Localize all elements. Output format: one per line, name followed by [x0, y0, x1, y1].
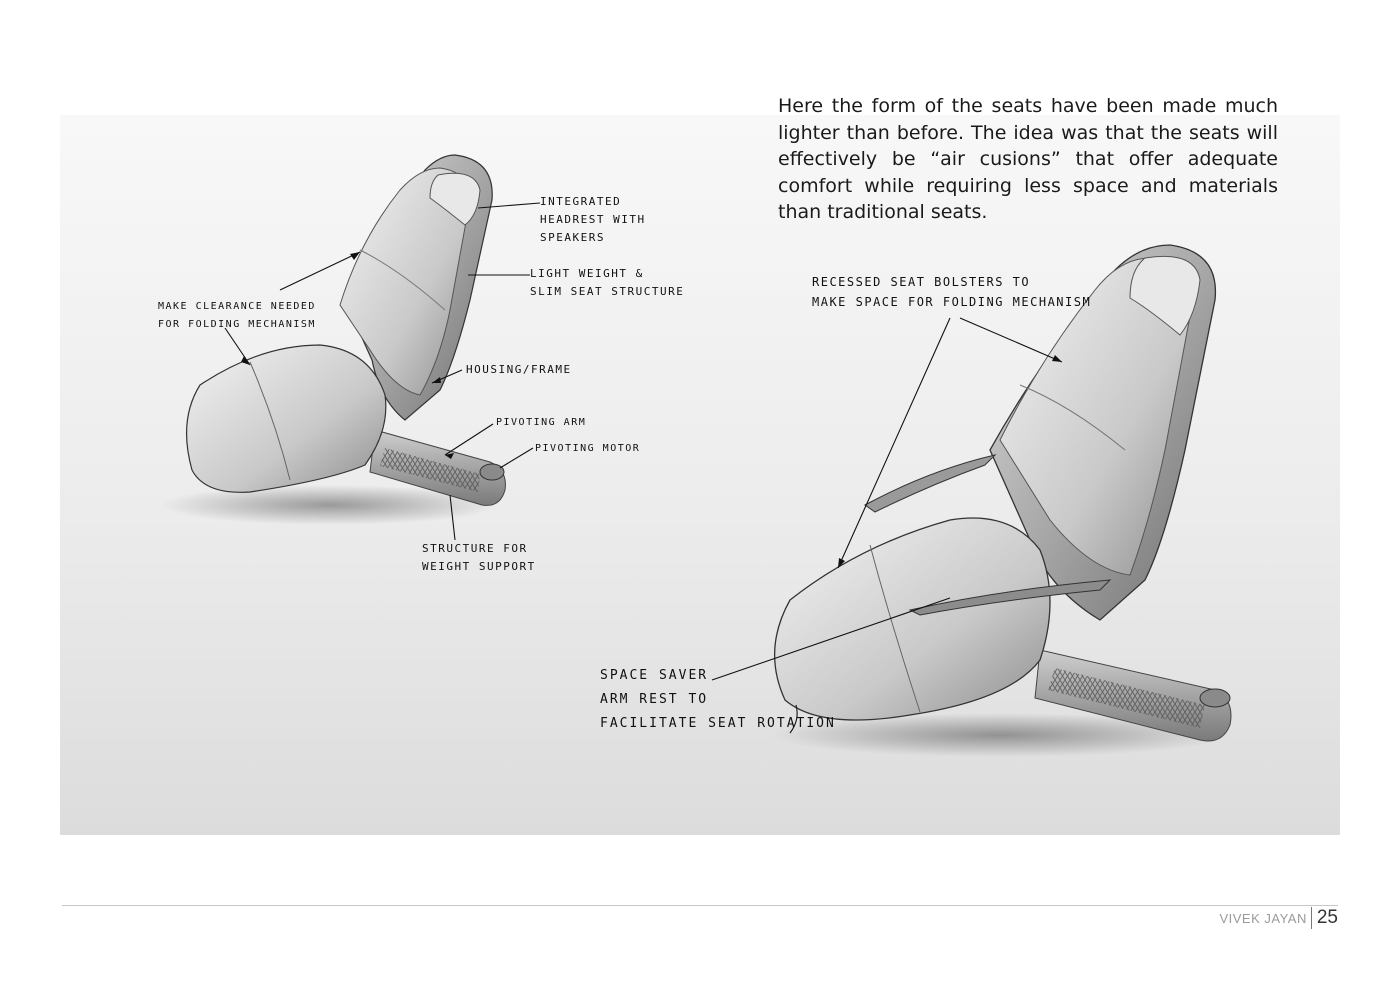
note-recessed-bolsters: RECESSED SEAT BOLSTERS TO MAKE SPACE FOR FOLDING MECHANISM — [812, 275, 1092, 309]
left-pivot-motor — [480, 464, 504, 480]
page-number: 25 — [1316, 907, 1338, 928]
note-pivoting-arm: PIVOTING ARM — [496, 417, 587, 428]
note-light-weight-structure: LIGHT WEIGHT & SLIM SEAT STRUCTURE — [530, 267, 685, 298]
note-housing-frame: HOUSING/FRAME — [466, 363, 572, 376]
author-name: VIVEK JAYAN — [1219, 910, 1307, 926]
note-space-saver-armrest: SPACE SAVER ARM REST TO FACILITATE SEAT ROTATION — [600, 668, 836, 731]
left-seat-cushion — [187, 345, 386, 492]
note-pivoting-motor: PIVOTING MOTOR — [535, 443, 641, 454]
page-footer — [1219, 906, 1338, 930]
footer-divider — [1311, 907, 1312, 929]
left-seat-sketch — [160, 155, 505, 525]
footer-rule — [62, 905, 1338, 906]
right-pivot-motor — [1200, 689, 1230, 707]
right-seat-sketch — [770, 245, 1231, 757]
note-clearance: MAKE CLEARANCE NEEDED FOR FOLDING MECHANISM — [158, 301, 316, 330]
note-weight-support-structure: STRUCTURE FOR WEIGHT SUPPORT — [422, 542, 536, 573]
description-text: Here the form of the seats have been made much lighter than before. The idea was that the seats will effectively be “air cusions” that offer adequate comfort while requiring less space and materials than traditional seats. — [778, 95, 1278, 223]
note-integrated-headrest: INTEGRATED HEADREST WITH SPEAKERS — [540, 195, 646, 244]
